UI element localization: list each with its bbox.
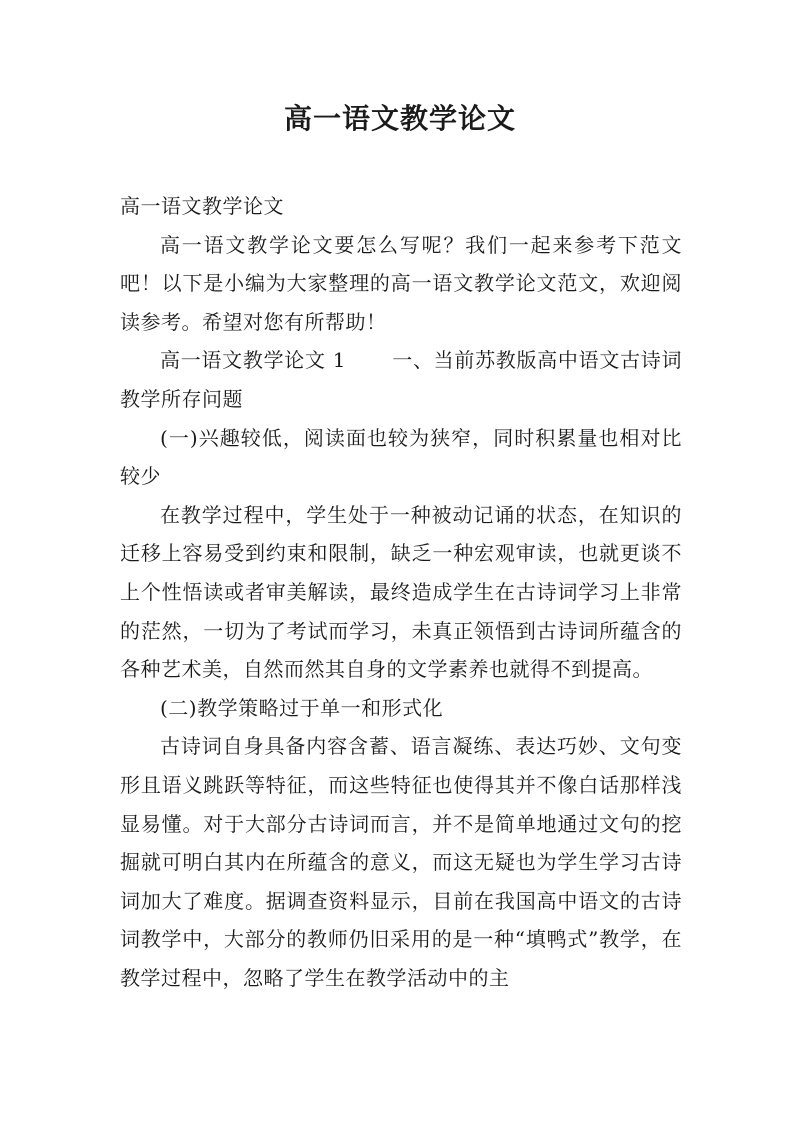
paragraph-body-2: 古诗词自身具备内容含蓄、语言凝练、表达巧妙、文句变形且语义跳跃等特征，而这些特征也使得其并不像白话那样浅显易懂。对于大部分古诗词而言，并不是简单地通过文句的挖掘就可明白其内在所蕴含的意义，而这无疑也为学生学习古诗词加大了难度。据调查资料显示，目前在我国高中语文的古诗词教学中，大部分的教师仍旧采用的是一种“填鸭式”教学，在教学过程中，忽略了学生在教学活动中的主 bbox=[120, 734, 682, 990]
paragraph-subheading-2: (二)教学策略过于单一和形式化 bbox=[160, 695, 444, 720]
document-title: 高一语文教学论文 bbox=[283, 102, 516, 135]
paragraph-body-1: 在教学过程中，学生处于一种被动记诵的状态，在知识的迁移上容易受到约束和限制，缺乏一种宏观审读，也就更谈不上个性悟读或者审美解读，最终造成学生在古诗词学习上非常的茫然，一切为了考试而学习，未真正领悟到古诗词所蕴含的各种艺术美，自然而然其自身的文学素养也就得不到提高。 bbox=[120, 502, 682, 682]
paragraph-subtitle: 高一语文教学论文 bbox=[120, 194, 284, 218]
document-body bbox=[120, 187, 682, 997]
paragraph-section-heading bbox=[120, 341, 682, 418]
section-label: 高一语文教学论文 1 bbox=[160, 348, 347, 373]
paragraph-intro: 高一语文教学论文要怎么写呢？我们一起来参考下范文吧！以下是小编为大家整理的高一语文教学论文范文，欢迎阅读参考。希望对您有所帮助！ bbox=[120, 232, 682, 334]
paragraph-subheading-1: (一)兴趣较低，阅读面也较为狭窄，同时积累量也相对比较少 bbox=[120, 425, 682, 489]
section-title: 一、当前苏教版高中语文古诗词教学所存问题 bbox=[120, 348, 683, 411]
